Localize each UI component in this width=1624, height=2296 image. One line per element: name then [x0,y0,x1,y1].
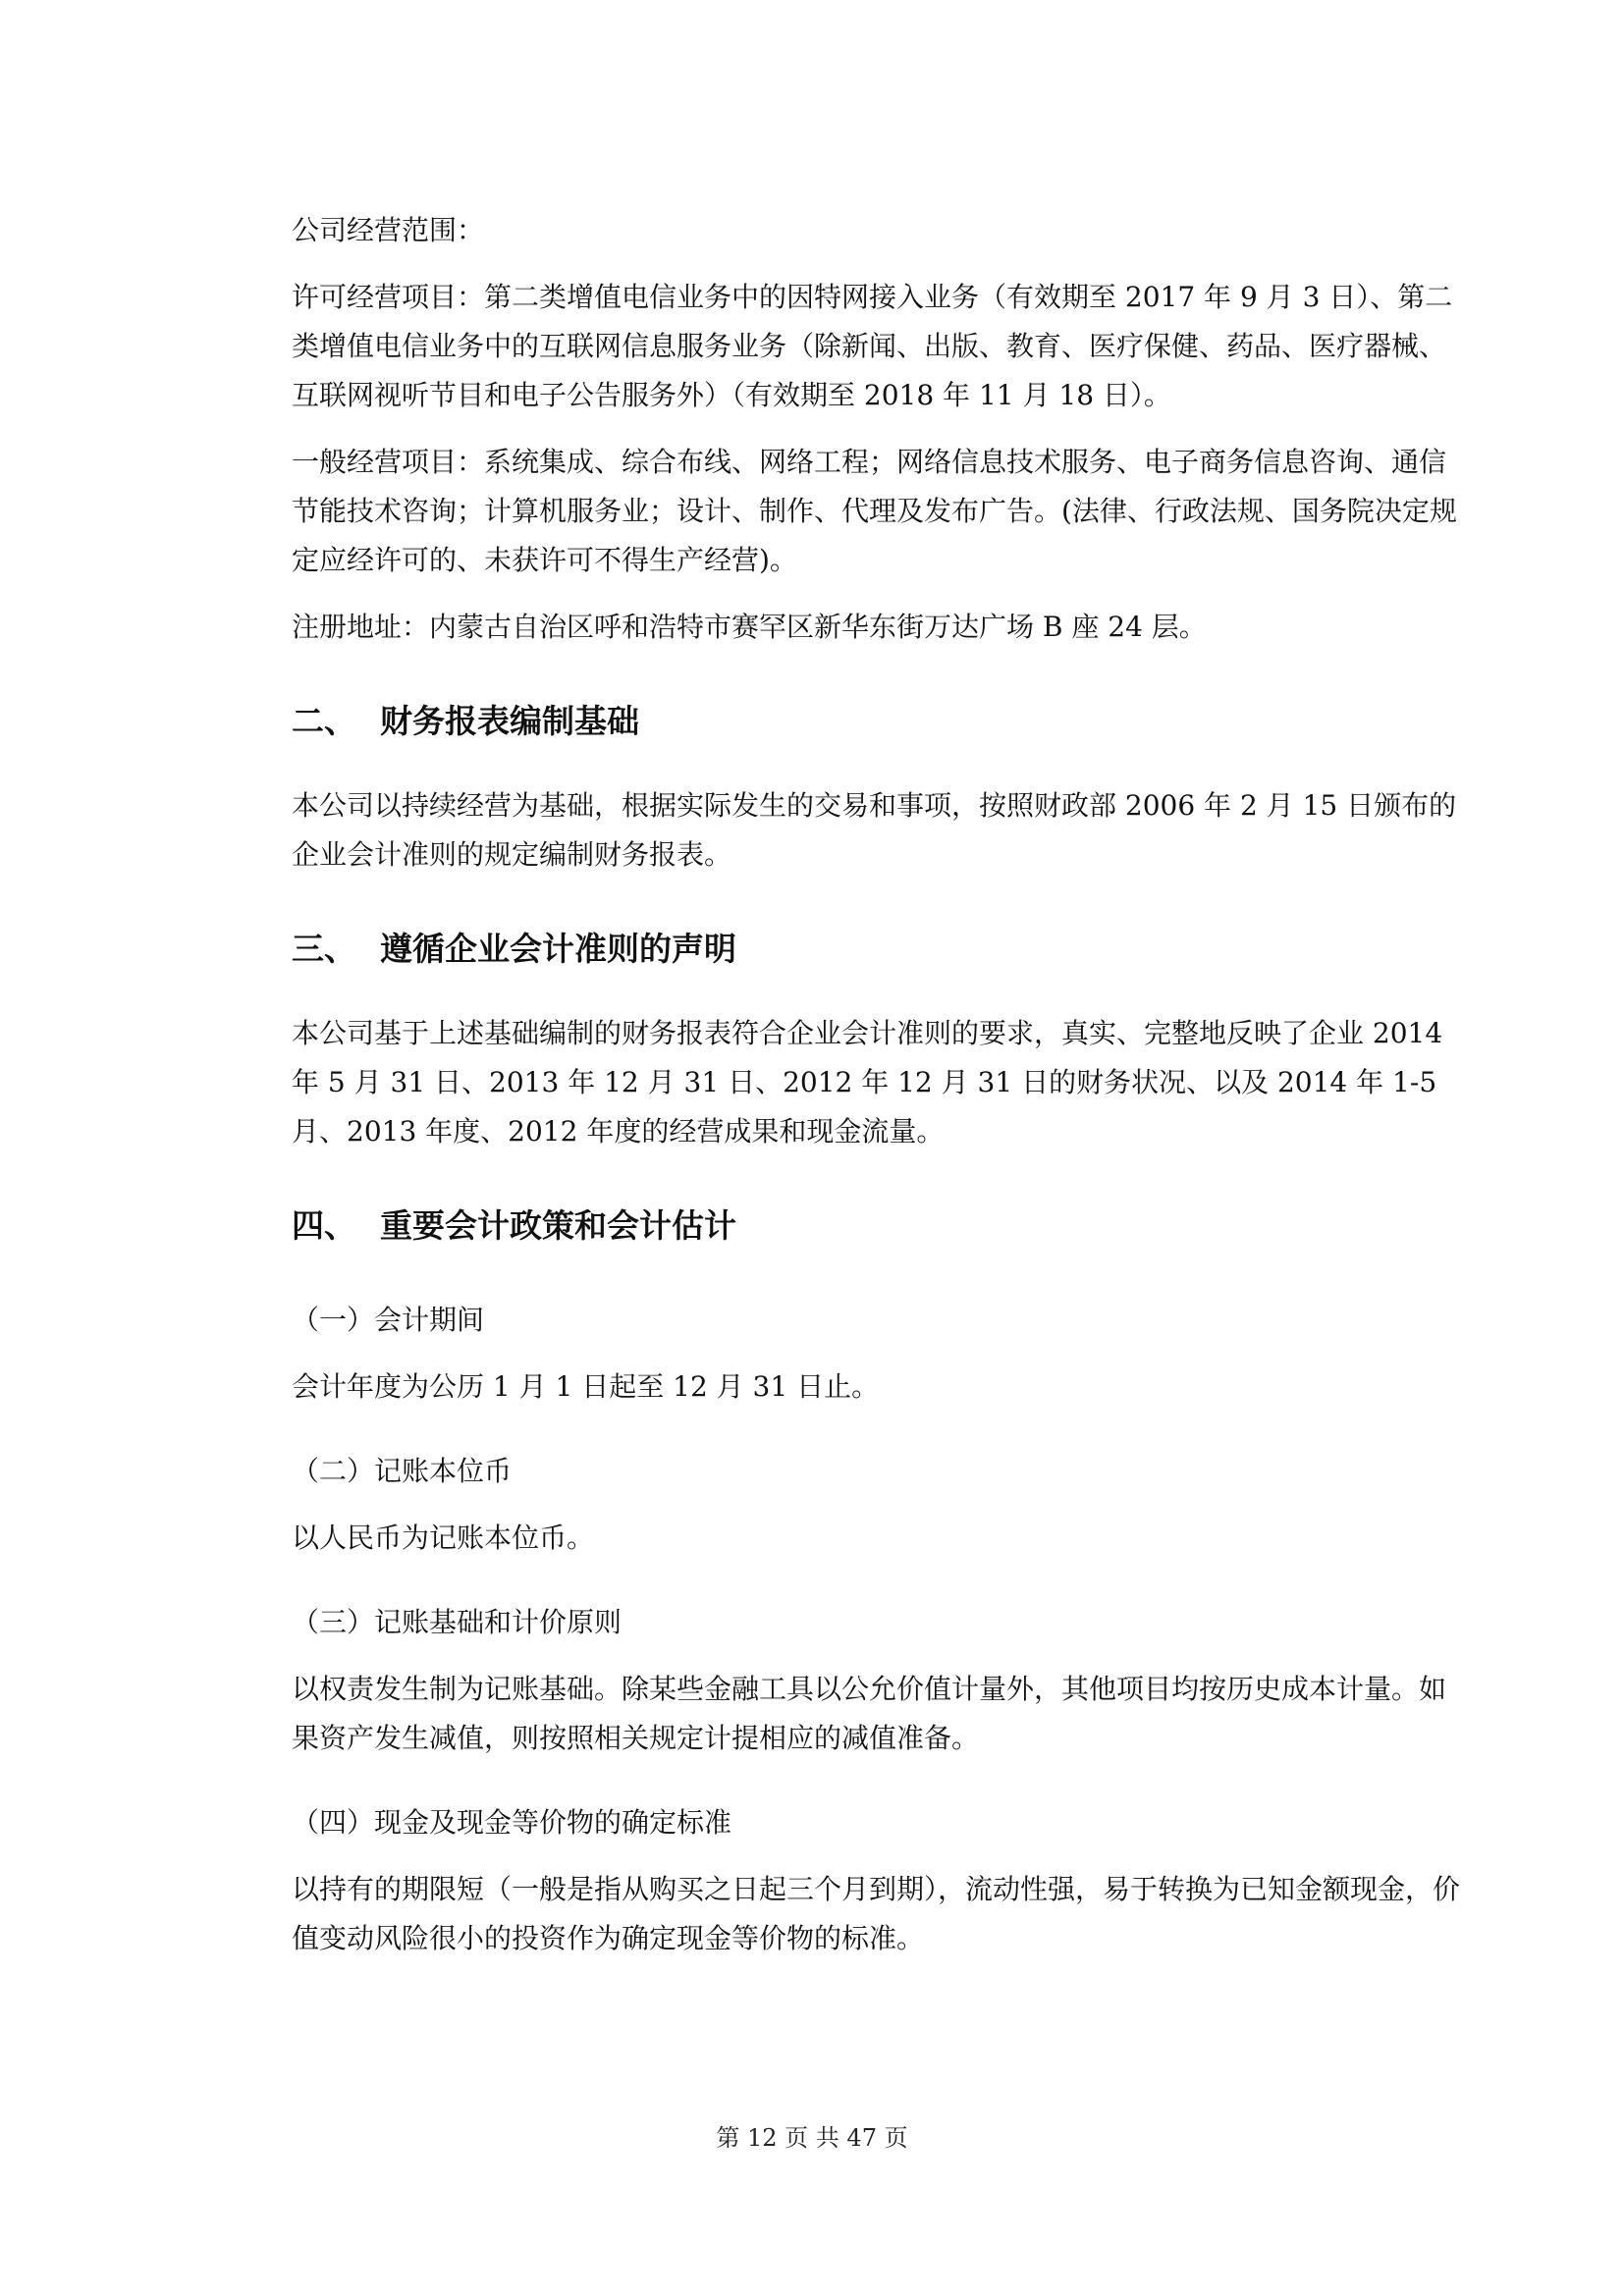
section-title: 财务报表编制基础 [380,702,639,740]
registered-address: 注册地址：内蒙古自治区呼和浩特市赛罕区新华东街万达广场 B 座 24 层。 [292,611,1207,643]
scope-title: 公司经营范围： [292,214,485,246]
subsection-body-currency: 以人民币为记账本位币。 [292,1522,595,1554]
subsection-body-cash-equivalents: 以持有的期限短（一般是指从购买之日起三个月到期），流动性强，易于转换为已知金额现金，价值变动风险很小的投资作为确定现金等价物的标准。 [292,1873,1461,1954]
section-heading-policies [292,1201,1465,1251]
scope-general-paragraph: 一般经营项目：系统集成、综合布线、网络工程；网络信息技术服务、电子商务信息咨询、通信节能技术咨询；计算机服务业；设计、制作、代理及发布广告。(法律、行政法规、国务院决定规定应经许可的、未获许可不得生产经营)。 [292,446,1457,576]
section-number: 二、 [292,702,356,740]
section-title: 重要会计政策和会计估计 [380,1206,736,1245]
page-footer: 第 12 页 共 47 页 [716,2124,908,2152]
scope-licensed-paragraph: 许可经营项目：第二类增值电信业务中的因特网接入业务（有效期至 2017 年 9 月 3 日）、第二类增值电信业务中的互联网信息服务业务（除新闻、出版、教育、医疗保健、药品、医疗器械、互联网视听节目和电子公告服务外）（有效期至 2018 年 11 月 18 日）。 [292,281,1453,411]
section-body-compliance: 本公司基于上述基础编制的财务报表符合企业会计准则的要求，真实、完整地反映了企业 2014 年 5 月 31 日、2013 年 12 月 31 日、2012 年 12 月 31 日的财务状况、以及 2014 年 1-5 月、2013 年度、2012 年度的经营成果和现金流量。 [292,1017,1443,1148]
section-title: 遵循企业会计准则的声明 [380,930,736,968]
section-number: 四、 [292,1206,356,1245]
section-body-basis: 本公司以持续经营为基础，根据实际发生的交易和事项，按照财政部 2006 年 2 月 15 日颁布的企业会计准则的规定编制财务报表。 [292,789,1457,871]
section-heading-compliance [292,925,1465,974]
section-heading-basis [292,697,1465,746]
section-number: 三、 [292,930,356,968]
subsection-body-accounting-basis: 以权责发生制为记账基础。除某些金融工具以公允价值计量外，其他项目均按历史成本计量。如果资产发生减值，则按照相关规定计提相应的减值准备。 [292,1673,1447,1754]
page-content [292,206,1465,1963]
subsection-heading-accounting-basis: （三）记账基础和计价原则 [292,1606,623,1638]
subsection-heading-cash-equivalents: （四）现金及现金等价物的确定标准 [292,1806,732,1839]
subsection-heading-currency: （二）记账本位币 [292,1455,513,1487]
subsection-body-period: 会计年度为公历 1 月 1 日起至 12 月 31 日止。 [292,1370,880,1403]
subsection-heading-period: （一）会计期间 [292,1304,485,1336]
